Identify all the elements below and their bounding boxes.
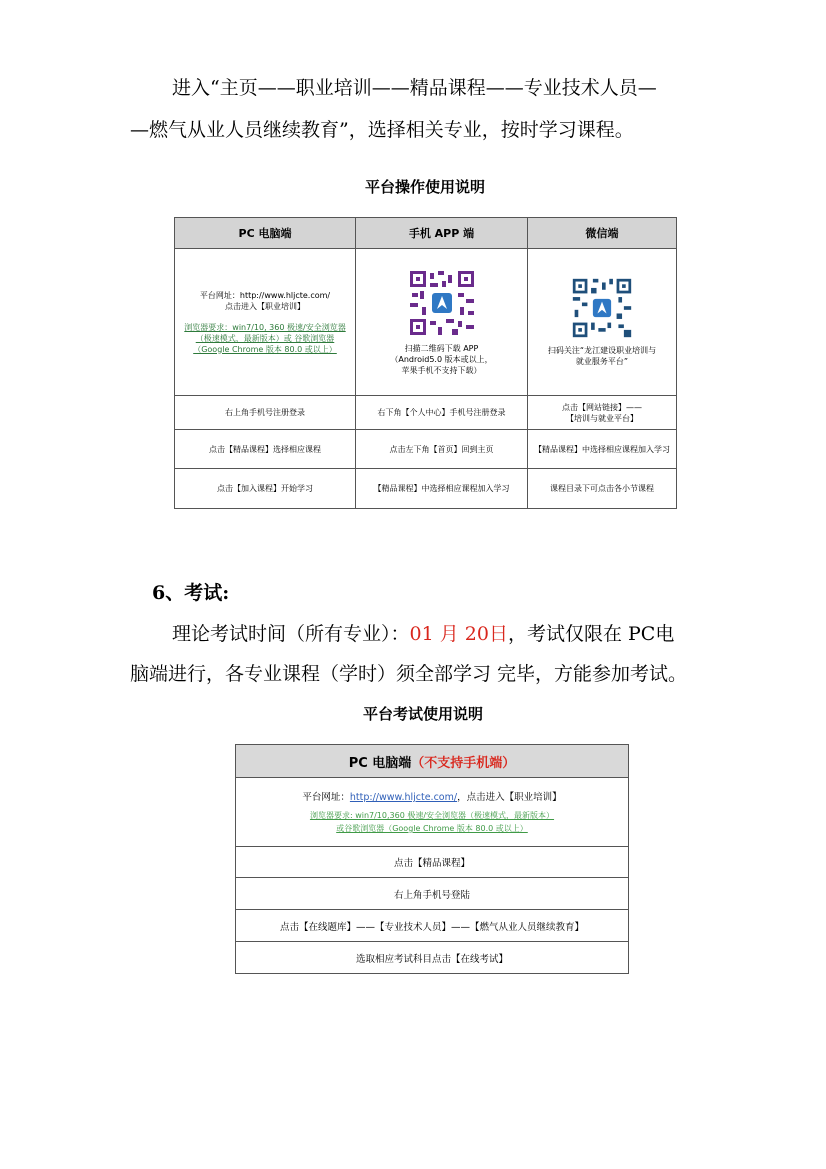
intro-line-2: —燃气从业人员继续教育”，选择相关专业，按时学习课程。 (130, 119, 634, 141)
table1-cell: 【精品课程】中选择相应课程加入学习 (356, 469, 528, 509)
col-header-app: 手机 APP 端 (356, 218, 528, 249)
pc-browser-3[interactable]: （Google Chrome 版本 80.0 或以上） (193, 344, 337, 354)
table1-caption: 平台操作使用说明 (364, 178, 485, 196)
table1-cell: 右上角手机号注册登录 (175, 396, 356, 430)
exam-text-b: ，考试仅限在 PC电 (507, 623, 675, 645)
site-after: ，点击进入【职业培训】 (457, 792, 562, 803)
table2-row: 右上角手机号登陆 (236, 878, 629, 910)
wechat-info-cell (528, 249, 677, 396)
site-link[interactable]: http://www.hljcte.com/ (349, 792, 458, 803)
table2-row: 点击【在线题库】——【专业技术人员】——【燃气从业人员继续教育】 (236, 910, 629, 942)
exam-paragraph-1 (172, 622, 826, 646)
table1-cell: 点击【加入课程】开始学习 (175, 469, 356, 509)
col-header-wechat: 微信端 (528, 218, 677, 249)
table2-row: 点击【精品课程】 (236, 847, 629, 878)
wechat-line-1: 扫码关注“龙江建设职业培训与 (547, 346, 657, 355)
exam-paragraph-2: 脑端进行，各专业课程（学时）须全部学习 完毕，方能参加考试。 (130, 663, 688, 685)
header-pc: PC 电脑端 (348, 755, 412, 771)
site-label: 平台网址： (302, 792, 350, 803)
intro-line-1: 进入“主页——职业培训——精品课程——专业技术人员— (172, 77, 657, 99)
app-line-2: （Android5.0 版本或以上， (390, 354, 493, 364)
pc-browser-1[interactable]: 浏览器要求：win7/10, 360 极速/安全浏览器 (184, 322, 346, 332)
table2-caption: 平台考试使用说明 (362, 705, 483, 723)
exam-text-a: 理论考试时间（所有专业）： (172, 623, 410, 645)
table1-cell: 点击左下角【首页】回到主页 (356, 430, 528, 469)
app-line-3: 苹果手机不支持下载） (401, 365, 482, 375)
table1-cell: 课程目录下可点击各小节课程 (528, 469, 677, 509)
section-heading: 6、考试: (152, 582, 230, 604)
col-header-pc: PC 电脑端 (175, 218, 356, 249)
pc-info-cell (175, 249, 356, 396)
app-info-cell (356, 249, 528, 396)
table1-cell: 右下角【个人中心】手机号注册登录 (356, 396, 528, 430)
exam-usage-table (235, 744, 629, 974)
browser-req-2[interactable]: 或谷歌浏览器（Google Chrome 版本 80.0 或以上） (336, 824, 528, 833)
table2-row: 选取相应考试科目点击【在线考试】 (236, 942, 629, 974)
platform-usage-table (174, 217, 677, 509)
site-cell (236, 778, 629, 847)
wechat-line-2: 就业服务平台” (575, 357, 629, 366)
table1-cell: 【精品课程】中选择相应课程加入学习 (528, 430, 677, 469)
pc-enter: 点击进入【职业培训】 (225, 301, 305, 311)
exam-date: 01 月 20日 (409, 623, 508, 645)
pc-site: 平台网址：http://www.hljcte.com/ (199, 290, 331, 300)
pc-browser-2[interactable]: （极速模式，最新版本）或 谷歌浏览器 (195, 333, 335, 343)
table2-header (236, 745, 629, 778)
wechat-step1-line2: 【培训与就业平台】 (566, 413, 638, 423)
table1-cell: 点击【精品课程】选择相应课程 (175, 430, 356, 469)
qr-code-app-icon (408, 269, 476, 337)
browser-req-1[interactable]: 浏览器要求: win7/10,360 极速/安全浏览器（极速模式，最新版本） (309, 811, 555, 820)
qr-code-wechat-icon (571, 277, 633, 339)
app-line-1: 扫描二维码下载 APP (404, 343, 479, 353)
wechat-step1-line1: 点击【网站链接】—— (562, 402, 642, 412)
table1-cell (528, 396, 677, 430)
header-note: （不支持手机端） (411, 755, 516, 771)
